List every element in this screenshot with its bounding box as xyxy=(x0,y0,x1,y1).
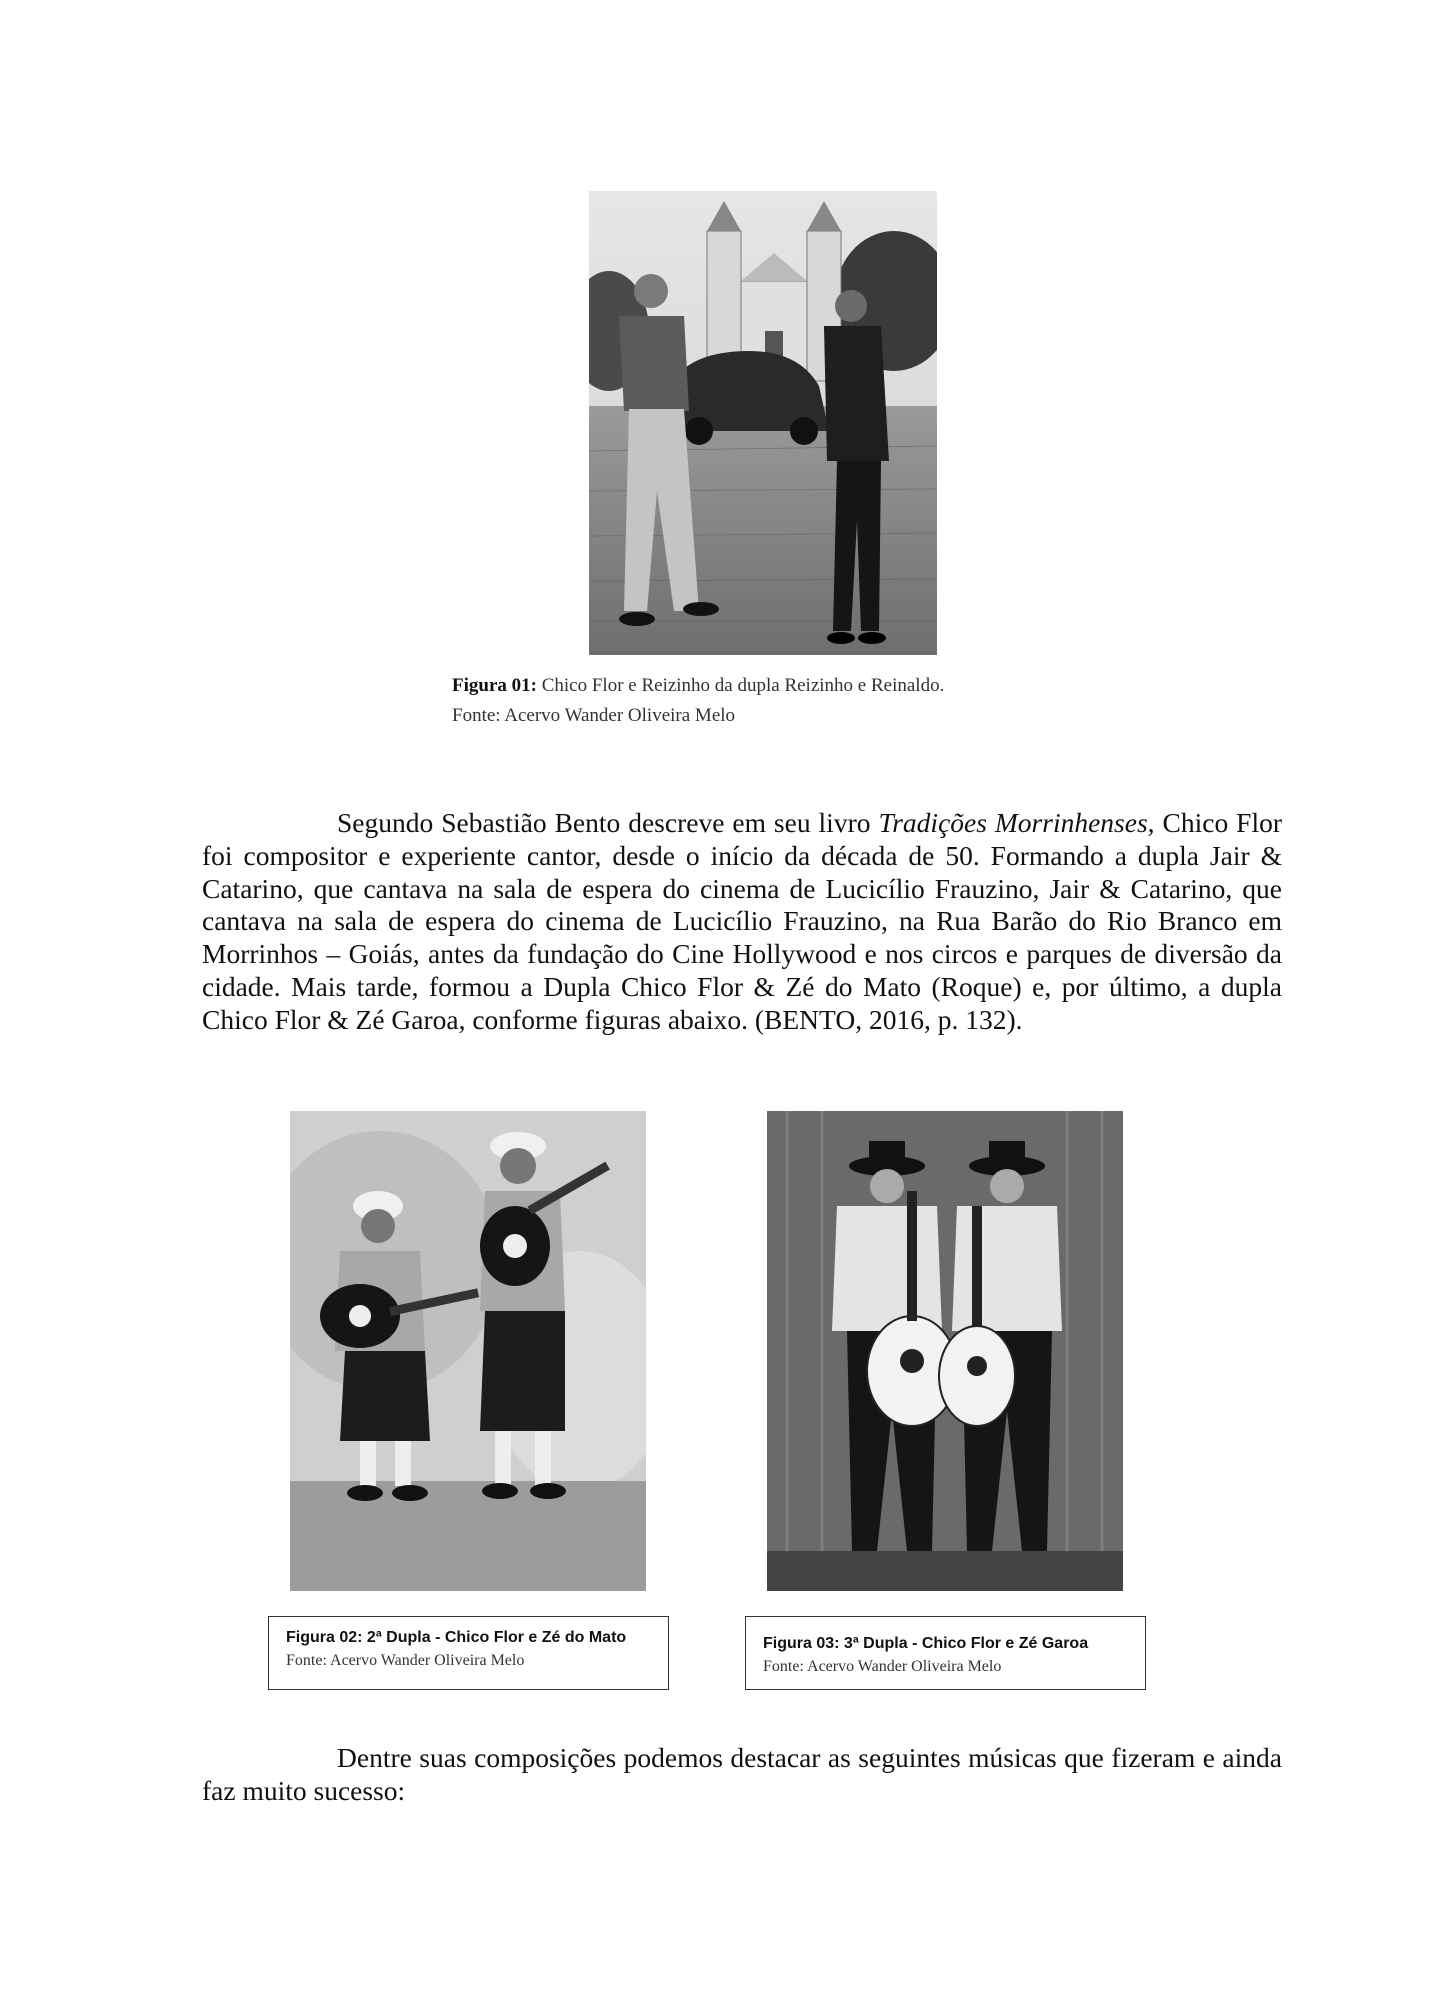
figure-3-caption-box xyxy=(745,1616,1146,1690)
figure-1-source: Fonte: Acervo Wander Oliveira Melo xyxy=(452,705,736,726)
figure-1-caption xyxy=(452,671,1072,731)
figure-3-source: Fonte: Acervo Wander Oliveira Melo xyxy=(763,1658,1002,1675)
figure-1-photo xyxy=(589,191,937,655)
paragraph-1 xyxy=(202,807,1282,1037)
figure-2-source: Fonte: Acervo Wander Oliveira Melo xyxy=(286,1652,525,1669)
paragraph-1-text-after: Chico Flor foi compositor e experiente cantor, desde o início da década de 50. Formando a dupla Jair & Catarino, que cantava na sala de espera do cinema de Lucicílio Frauzino, Jair & Catarino, que cantava na sala de espera do cinema de Lucicílio Frauzino, na Rua Barão do Rio Branco em Morrinhos – Goiás, antes da fundação do Cine Hollywood e nos circos e parques de diversão da cidade. Mais tarde, formou a Dupla Chico Flor & Zé do Mato (Roque) e, por último, a dupla Chico Flor & Zé Garoa, conforme figuras abaixo. (BENTO, 2016, p. 132). xyxy=(202,807,1283,1035)
book-title: Tradições Morrinhenses, xyxy=(878,807,1155,838)
figure-2-label: Figura 02 xyxy=(286,1629,358,1646)
figure-2-title-line xyxy=(286,1627,651,1649)
figure-3-photo xyxy=(767,1111,1123,1591)
figure-1-label: Figura 01: xyxy=(452,675,537,696)
paragraph-1-text-before: Segundo Sebastião Bento descreve em seu livro xyxy=(337,807,879,838)
paragraph-2-text: Dentre suas composições podemos destacar as seguintes músicas que fizeram e ainda faz muito sucesso: xyxy=(202,1742,1282,1806)
figure-2-photo xyxy=(290,1111,646,1591)
figure-3-title: : 3ª Dupla - Chico Flor e Zé Garoa xyxy=(834,1635,1089,1652)
figure-1-caption-text: Chico Flor e Reizinho da dupla Reizinho e Reinaldo. xyxy=(536,675,945,696)
figure-2-title: : 2ª Dupla - Chico Flor e Zé do Mato xyxy=(357,1629,627,1646)
figure-2-caption-box xyxy=(268,1616,669,1690)
paragraph-2 xyxy=(202,1742,1282,1808)
figure-3-title-line xyxy=(763,1633,1128,1655)
figure-3-label: Figura 03 xyxy=(763,1635,835,1652)
